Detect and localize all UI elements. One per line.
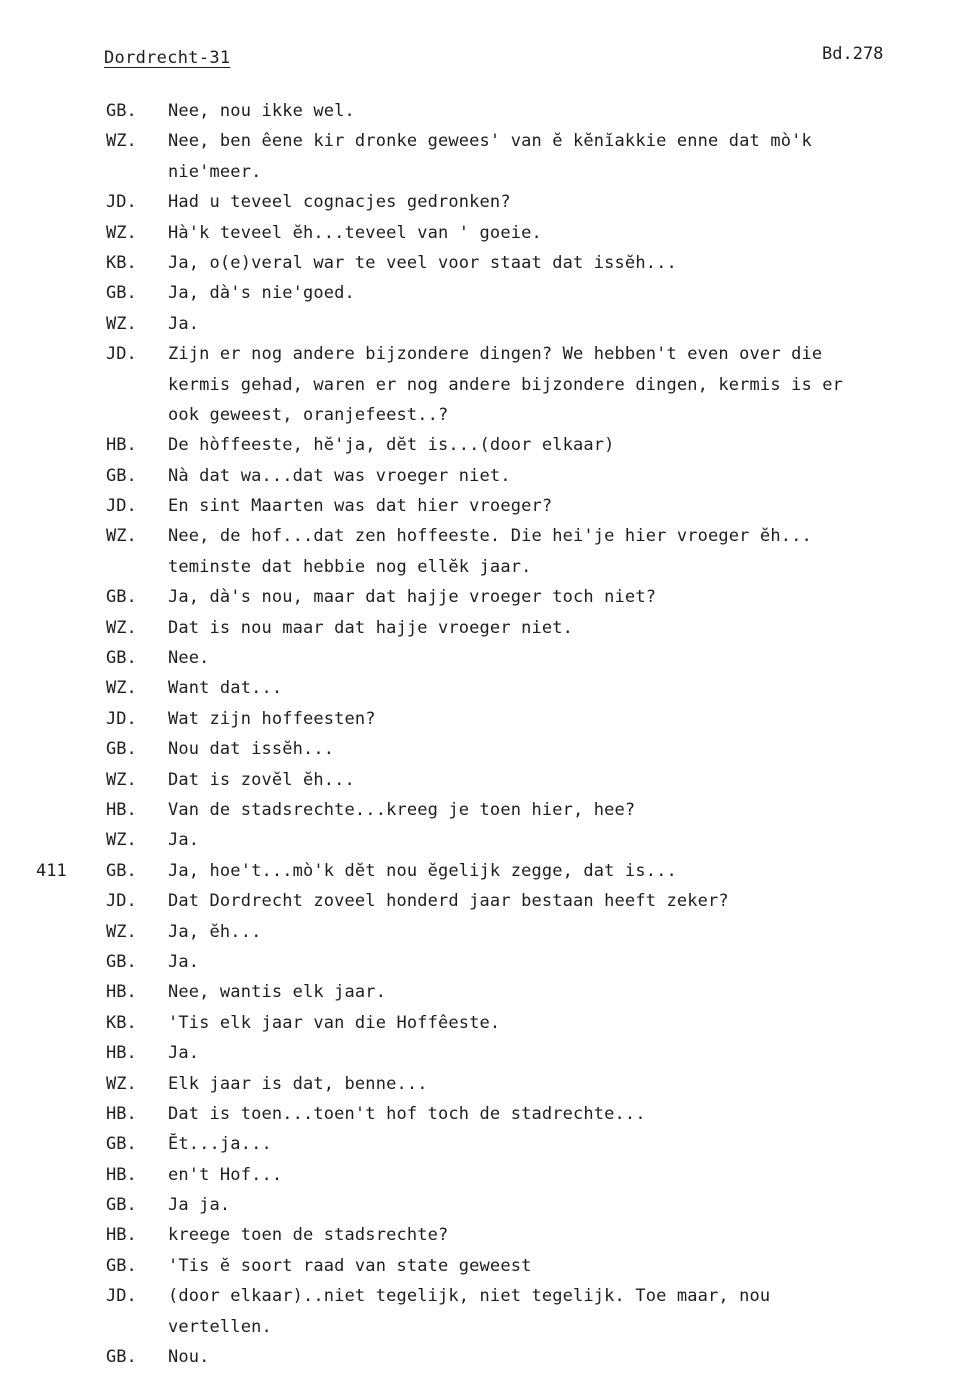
utterance-text: vertellen. xyxy=(168,1316,272,1337)
utterance-text: Zijn er nog andere bijzondere dingen? We hebben't even over die xyxy=(168,344,823,365)
speaker-code: HB. xyxy=(106,1043,137,1064)
utterance-text: Elk jaar is dat, benne... xyxy=(168,1073,428,1094)
transcript-line xyxy=(0,1069,979,1099)
speaker-code: GB. xyxy=(106,465,137,486)
utterance-text: Nee, nou ikke wel. xyxy=(168,101,355,121)
document-title: Dordrecht-31 xyxy=(104,48,231,68)
transcript-line xyxy=(0,1220,979,1250)
speaker-code: WZ. xyxy=(106,769,137,790)
utterance-text: Nee, wantis elk jaar. xyxy=(168,982,387,1003)
transcript-line xyxy=(0,1160,979,1190)
speaker-code: GB. xyxy=(106,739,137,760)
speaker-code: GB. xyxy=(106,1347,137,1368)
speaker-code: HB. xyxy=(106,799,137,820)
transcript-line xyxy=(0,1342,979,1372)
utterance-text: Ja, ĕh... xyxy=(168,921,262,942)
transcript-line xyxy=(0,856,979,886)
utterance-text: Ja ja. xyxy=(168,1195,231,1216)
utterance-text: (door elkaar)..niet tegelijk, niet tegelijk. Toe maar, nou xyxy=(168,1286,771,1307)
utterance-text: En sint Maarten was dat hier vroeger? xyxy=(168,496,553,517)
transcript-line xyxy=(0,1038,979,1068)
transcript-line xyxy=(0,1312,979,1342)
transcript xyxy=(0,96,979,1372)
utterance-text: ook geweest, oranjefeest..? xyxy=(168,404,449,425)
transcript-line xyxy=(0,96,979,126)
transcript-line xyxy=(0,187,979,217)
transcript-line xyxy=(0,218,979,248)
speaker-code: JD. xyxy=(106,1286,137,1307)
utterance-text: teminste dat hebbie nog ellĕk jaar. xyxy=(168,556,532,577)
transcript-line xyxy=(0,339,979,369)
transcript-line xyxy=(0,947,979,977)
speaker-code: JD. xyxy=(106,708,137,729)
speaker-code: GB. xyxy=(106,101,137,121)
utterance-text: Ja, dà's nou, maar dat hajje vroeger toch niet? xyxy=(168,587,657,608)
transcript-line xyxy=(0,917,979,947)
utterance-text: Nou. xyxy=(168,1347,210,1368)
speaker-code: KB. xyxy=(106,252,137,273)
speaker-code: WZ. xyxy=(106,131,137,152)
transcript-line xyxy=(0,977,979,1007)
transcript-line xyxy=(0,430,979,460)
speaker-code: JD. xyxy=(106,891,137,912)
transcript-line xyxy=(0,248,979,278)
speaker-code: GB. xyxy=(106,1255,137,1276)
utterance-text: 'Tis ĕ soort raad van state geweest xyxy=(168,1255,532,1276)
transcript-line xyxy=(0,309,979,339)
utterance-text: Ja. xyxy=(168,313,200,334)
transcript-line xyxy=(0,704,979,734)
speaker-code: JD. xyxy=(106,496,137,517)
speaker-code: WZ. xyxy=(106,1073,137,1094)
volume-page-number: Bd.278 xyxy=(822,44,884,64)
speaker-code: WZ. xyxy=(106,222,137,243)
utterance-text: De hòffeeste, hĕ'ja, dĕt is...(door elkaar) xyxy=(168,435,615,456)
utterance-text: Hà'k teveel ĕh...teveel van ' goeie. xyxy=(168,222,542,243)
utterance-text: Nà dat wa...dat was vroeger niet. xyxy=(168,465,511,486)
transcript-line xyxy=(0,825,979,855)
transcript-line xyxy=(0,765,979,795)
transcript-line xyxy=(0,1251,979,1281)
utterance-text: Ja, o(e)veral war te veel voor staat dat issĕh... xyxy=(168,252,677,273)
utterance-text: Dat is zovĕl ĕh... xyxy=(168,769,355,790)
transcript-line xyxy=(0,613,979,643)
speaker-code: HB. xyxy=(106,1225,137,1246)
transcript-line xyxy=(0,521,979,551)
transcript-line xyxy=(0,1008,979,1038)
utterance-text: Want dat... xyxy=(168,678,283,699)
transcript-line xyxy=(0,1190,979,1220)
speaker-code: WZ. xyxy=(106,617,137,638)
speaker-code: GB. xyxy=(106,951,137,972)
utterance-text: Ja. xyxy=(168,951,200,972)
speaker-code: HB. xyxy=(106,1103,137,1124)
transcript-line xyxy=(0,491,979,521)
speaker-code: WZ. xyxy=(106,526,137,547)
speaker-code: GB. xyxy=(106,1134,137,1155)
speaker-code: HB. xyxy=(106,1164,137,1185)
utterance-text: Dat Dordrecht zoveel honderd jaar bestaan heeft zeker? xyxy=(168,891,729,912)
utterance-text: Ja. xyxy=(168,830,200,851)
speaker-code: GB. xyxy=(106,587,137,608)
transcript-line xyxy=(0,673,979,703)
transcript-line xyxy=(0,795,979,825)
transcript-line xyxy=(0,886,979,916)
utterance-text: Had u teveel cognacjes gedronken? xyxy=(168,192,511,213)
transcript-line xyxy=(0,126,979,156)
utterance-text: Ja, hoe't...mò'k dĕt nou ĕgelijk zegge, dat is... xyxy=(168,860,677,881)
utterance-text: Dat is nou maar dat hajje vroeger niet. xyxy=(168,617,574,638)
margin-counter: 411 xyxy=(36,860,67,881)
speaker-code: HB. xyxy=(106,435,137,456)
transcript-line xyxy=(0,370,979,400)
utterance-text: 'Tis elk jaar van die Hoffêeste. xyxy=(168,1012,501,1033)
transcript-line xyxy=(0,278,979,308)
utterance-text: Nee. xyxy=(168,648,210,669)
transcript-line xyxy=(0,461,979,491)
utterance-text: Nou dat issĕh... xyxy=(168,739,335,760)
speaker-code: GB. xyxy=(106,648,137,669)
utterance-text: Van de stadsrechte...kreeg je toen hier, hee? xyxy=(168,799,636,820)
transcript-line xyxy=(0,400,979,430)
transcript-line xyxy=(0,1129,979,1159)
speaker-code: WZ. xyxy=(106,830,137,851)
transcript-line xyxy=(0,1281,979,1311)
transcript-line xyxy=(0,643,979,673)
speaker-code: KB. xyxy=(106,1012,137,1033)
transcript-line xyxy=(0,552,979,582)
speaker-code: GB. xyxy=(106,283,137,304)
utterance-text: kreege toen de stadsrechte? xyxy=(168,1225,449,1246)
utterance-text: nie'meer. xyxy=(168,161,262,182)
speaker-code: WZ. xyxy=(106,313,137,334)
speaker-code: HB. xyxy=(106,982,137,1003)
utterance-text: Dat is toen...toen't hof toch de stadrechte... xyxy=(168,1103,646,1124)
utterance-text: Nee, de hof...dat zen hoffeeste. Die hei'je hier vroeger ĕh... xyxy=(168,526,812,547)
speaker-code: JD. xyxy=(106,192,137,213)
speaker-code: WZ. xyxy=(106,921,137,942)
utterance-text: Nee, ben êene kir dronke gewees' van ĕ kĕnĭakkie enne dat mò'k xyxy=(168,131,812,152)
speaker-code: GB. xyxy=(106,860,137,881)
utterance-text: Ĕt...ja... xyxy=(168,1134,272,1155)
transcript-line xyxy=(0,157,979,187)
utterance-text: en't Hof... xyxy=(168,1164,283,1185)
utterance-text: kermis gehad, waren er nog andere bijzondere dingen, kermis is er xyxy=(168,374,844,395)
utterance-text: Ja. xyxy=(168,1043,200,1064)
transcript-line xyxy=(0,582,979,612)
transcript-line xyxy=(0,734,979,764)
speaker-code: WZ. xyxy=(106,678,137,699)
speaker-code: GB. xyxy=(106,1195,137,1216)
utterance-text: Ja, dà's nie'goed. xyxy=(168,283,355,304)
speaker-code: JD. xyxy=(106,344,137,365)
transcript-line xyxy=(0,1099,979,1129)
utterance-text: Wat zijn hoffeesten? xyxy=(168,708,376,729)
